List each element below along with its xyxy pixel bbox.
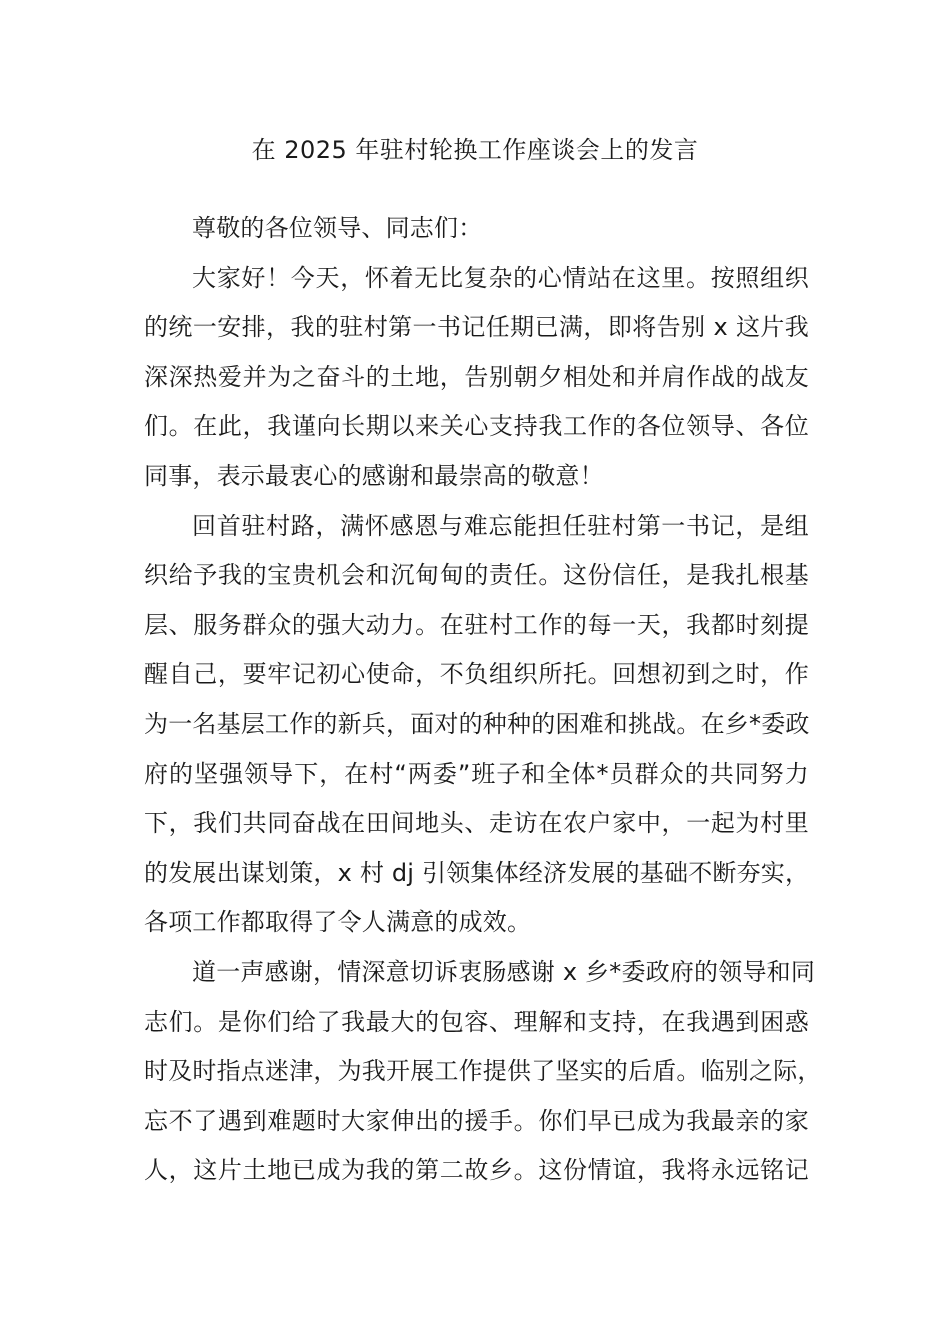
paragraph-line: 的统一安排，我的驻村第一书记任期已满，即将告别 x 这片我 (144, 313, 809, 342)
paragraph-line: 大家好！今天，怀着无比复杂的心情站在这里。按照组织 (192, 263, 809, 292)
paragraph-line: 同事，表示最衷心的感谢和最崇高的敬意！ (144, 461, 604, 490)
paragraph-line: 道一声感谢，情深意切诉衷肠感谢 x 乡*委政府的领导和同 (192, 957, 816, 986)
paragraph-line: 醒自己，要牢记初心使命，不负组织所托。回想初到之时，作 (144, 660, 809, 689)
paragraph-line: 回首驻村路，满怀感恩与难忘能担任驻村第一书记，是组 (192, 511, 809, 540)
paragraph-line: 深深热爱并为之奋斗的土地，告别朝夕相处和并肩作战的战友 (144, 362, 809, 391)
paragraph-line: 为一名基层工作的新兵，面对的种种的困难和挑战。在乡*委政 (144, 709, 810, 738)
paragraph-line: 们。在此，我谨向长期以来关心支持我工作的各位领导、各位 (144, 412, 809, 441)
paragraph-line: 忘不了遇到难题时大家伸出的援手。你们早已成为我最亲的家 (144, 1106, 809, 1135)
paragraph-line: 的发展出谋划策，x 村 dj 引领集体经济发展的基础不断夯实， (144, 858, 810, 887)
paragraph-line: 志们。是你们给了我最大的包容、理解和支持，在我遇到困惑 (144, 1007, 809, 1036)
document-title: 在 2025 年驻村轮换工作座谈会上的发言 (251, 136, 699, 164)
paragraph-line: 织给予我的宝贵机会和沉甸甸的责任。这份信任，是我扎根基 (144, 561, 809, 590)
salutation: 尊敬的各位领导、同志们： (192, 214, 483, 242)
paragraph-line: 各项工作都取得了令人满意的成效。 (144, 908, 532, 937)
paragraph-line: 时及时指点迷津，为我开展工作提供了坚实的后盾。临别之际， (144, 1057, 822, 1086)
paragraph-line: 府的坚强领导下，在村“两委”班子和全体*员群众的共同努力 (144, 759, 809, 788)
document-body (144, 204, 822, 1196)
paragraph-line: 层、服务群众的强大动力。在驻村工作的每一天，我都时刻提 (144, 610, 809, 639)
paragraph-line: 人，这片土地已成为我的第二故乡。这份情谊，我将永远铭记 (144, 1156, 809, 1185)
paragraph-line: 下，我们共同奋战在田间地头、走访在农户家中，一起为村里 (144, 809, 809, 838)
